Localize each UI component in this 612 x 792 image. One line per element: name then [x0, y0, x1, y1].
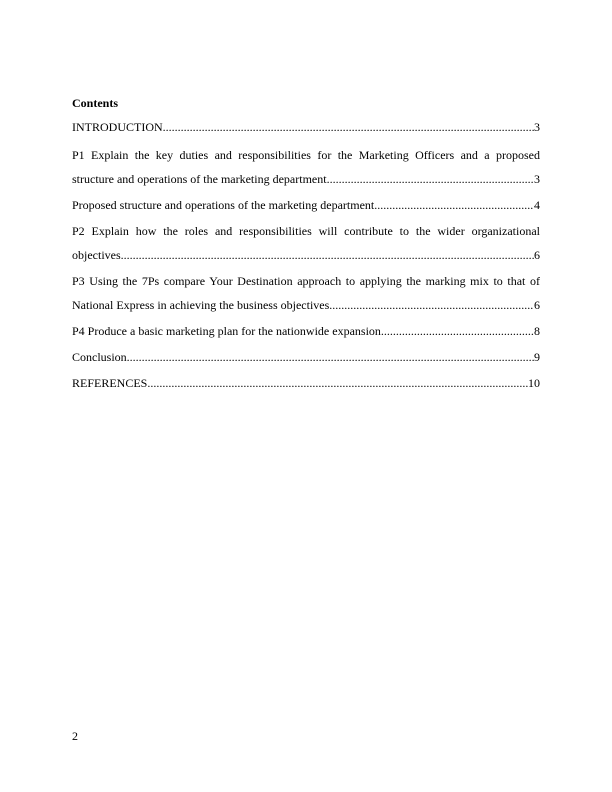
toc-page-number: 3	[534, 172, 540, 186]
toc-entry-line	[72, 243, 540, 267]
toc-entry-line	[72, 319, 540, 343]
toc-entry-text: P1 Explain the key duties and responsibilities for the Marketing Officers and a proposed	[72, 148, 540, 162]
dot-leader	[329, 293, 534, 317]
toc-page-number: 4	[534, 198, 540, 212]
toc-entry-text: INTRODUCTION	[72, 120, 163, 134]
toc-entry-p3[interactable]	[72, 269, 540, 317]
toc-page-number: 6	[534, 248, 540, 262]
toc-entry-text: structure and operations of the marketing department	[72, 172, 327, 186]
toc-entry-text: P3 Using the 7Ps compare Your Destination approach to applying the marking mix to that of	[72, 274, 540, 288]
toc-page-number: 9	[534, 350, 540, 364]
toc-entry-text: P2 Explain how the roles and responsibilities will contribute to the wider organizational	[72, 224, 540, 238]
dot-leader	[381, 319, 534, 343]
toc-page-number: 10	[528, 376, 540, 390]
toc-entry-line	[72, 115, 540, 139]
toc-entry-text: REFERENCES	[72, 376, 148, 390]
dot-leader	[374, 193, 534, 217]
toc-entry-proposed-structure[interactable]	[72, 193, 540, 217]
toc-page-number: 6	[534, 298, 540, 312]
toc-entry-text: Conclusion	[72, 350, 127, 364]
toc-entry-p2[interactable]	[72, 219, 540, 267]
toc-entry-text: National Express in achieving the business objectives	[72, 298, 330, 312]
toc-entry-introduction[interactable]	[72, 115, 540, 139]
toc-page-number: 8	[534, 324, 540, 338]
dot-leader	[147, 371, 528, 395]
dot-leader	[327, 167, 534, 191]
toc-entry-references[interactable]	[72, 371, 540, 395]
table-of-contents	[72, 95, 540, 395]
page-number: 2	[72, 729, 78, 743]
toc-heading: Contents	[72, 96, 119, 110]
dot-leader	[163, 115, 534, 139]
toc-entry-line	[72, 345, 540, 369]
toc-entry-p4[interactable]	[72, 319, 540, 343]
toc-entry-line	[72, 193, 540, 217]
toc-entry-text: P4 Produce a basic marketing plan for the nationwide expansion	[72, 324, 381, 338]
toc-entry-p1[interactable]	[72, 143, 540, 191]
toc-entry-text: objectives	[72, 248, 121, 262]
toc-page-number: 3	[534, 120, 540, 134]
dot-leader	[121, 243, 534, 267]
dot-leader	[127, 345, 534, 369]
toc-entry-line	[72, 371, 540, 395]
toc-entry-conclusion[interactable]	[72, 345, 540, 369]
toc-entry-line	[72, 293, 540, 317]
toc-entry-line	[72, 167, 540, 191]
toc-entry-text: Proposed structure and operations of the marketing department	[72, 198, 375, 212]
